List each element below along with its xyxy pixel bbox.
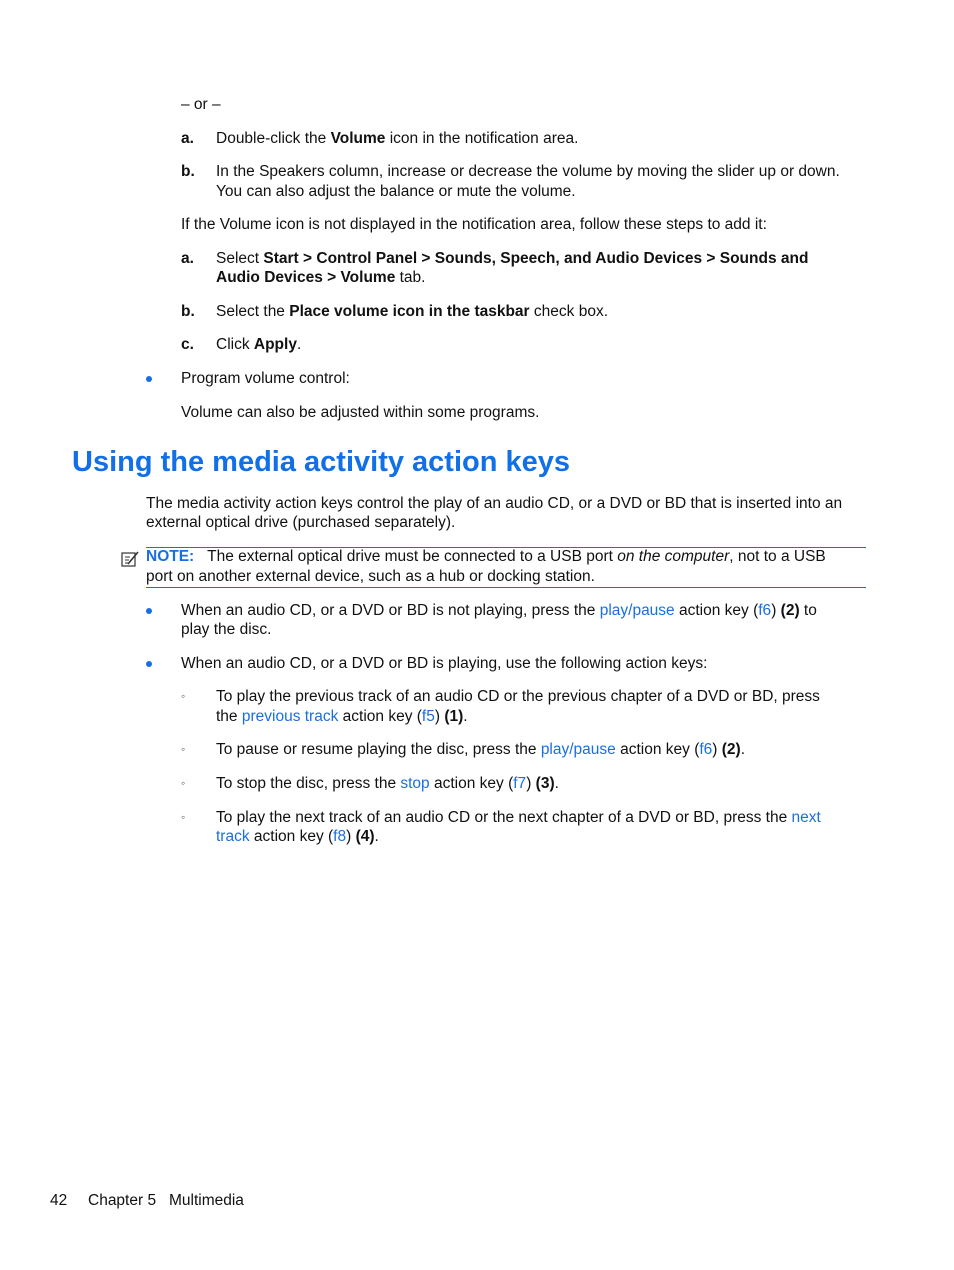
add-a-line1: Select Start > Control Panel > Sounds, Speech, and Audio Devices > Sounds and: [216, 250, 809, 267]
program-volume-text: Volume can also be adjusted within some programs.: [181, 404, 540, 421]
add-b-label: b.: [181, 303, 195, 320]
if-volume-text: If the Volume icon is not displayed in the notification area, follow these steps to add it:: [181, 216, 767, 233]
step-b-line1: In the Speakers column, increase or decrease the volume by moving the slider up or down.: [216, 163, 840, 180]
note-line2: port on another external device, such as a hub or docking station.: [146, 568, 595, 585]
bullet-icon: [146, 376, 152, 382]
program-volume-bullet: Program volume control:: [181, 370, 350, 387]
section-para-line2: external optical drive (purchased separately).: [146, 514, 456, 531]
sub1-line2: the previous track action key (f5) (1).: [216, 708, 468, 725]
note-bottom-rule: [146, 587, 866, 588]
sub4-line1: To play the next track of an audio CD or the next chapter of a DVD or BD, press the next: [216, 809, 821, 826]
sub3-text: To stop the disc, press the stop action key (f7) (3).: [216, 775, 559, 792]
add-a-label: a.: [181, 250, 194, 267]
step-a-text: Double-click the Volume icon in the notification area.: [216, 130, 579, 147]
or-separator: – or –: [181, 96, 221, 113]
bullet1-line2: play the disc.: [181, 621, 272, 638]
add-c-label: c.: [181, 336, 194, 353]
section-title: Using the media activity action keys: [72, 446, 571, 478]
bullet1-line1: When an audio CD, or a DVD or BD is not playing, press the play/pause action key (f6) (2) to: [181, 602, 817, 619]
chapter-label: Chapter 5 Multimedia: [88, 1192, 244, 1209]
note-pencil-icon: [120, 549, 140, 569]
sub2-text: To pause or resume playing the disc, press the play/pause action key (f6) (2).: [216, 741, 746, 758]
sub1-line1: To play the previous track of an audio CD or the previous chapter of a DVD or BD, press: [216, 688, 820, 705]
bullet-icon: [146, 608, 152, 614]
add-b-text: Select the Place volume icon in the taskbar check box.: [216, 303, 608, 320]
add-c-text: Click Apply.: [216, 336, 302, 353]
note-line1: NOTE: The external optical drive must be connected to a USB port on the computer, not to a USB: [146, 548, 826, 565]
sub-bullet-icon: ◦: [181, 776, 186, 790]
bullet-icon: [146, 661, 152, 667]
step-a-label: a.: [181, 130, 194, 147]
step-b-line2: You can also adjust the balance or mute the volume.: [216, 183, 576, 200]
add-a-line2: Audio Devices > Volume tab.: [216, 269, 426, 286]
sub4-line2: track action key (f8) (4).: [216, 828, 379, 845]
bullet2-text: When an audio CD, or a DVD or BD is playing, use the following action keys:: [181, 655, 708, 672]
step-b-label: b.: [181, 163, 195, 180]
sub-bullet-icon: ◦: [181, 689, 186, 703]
sub-bullet-icon: ◦: [181, 742, 186, 756]
section-para-line1: The media activity action keys control the play of an audio CD, or a DVD or BD that is inserted into an: [146, 495, 843, 512]
page-number: 42: [50, 1192, 68, 1209]
sub-bullet-icon: ◦: [181, 810, 186, 824]
